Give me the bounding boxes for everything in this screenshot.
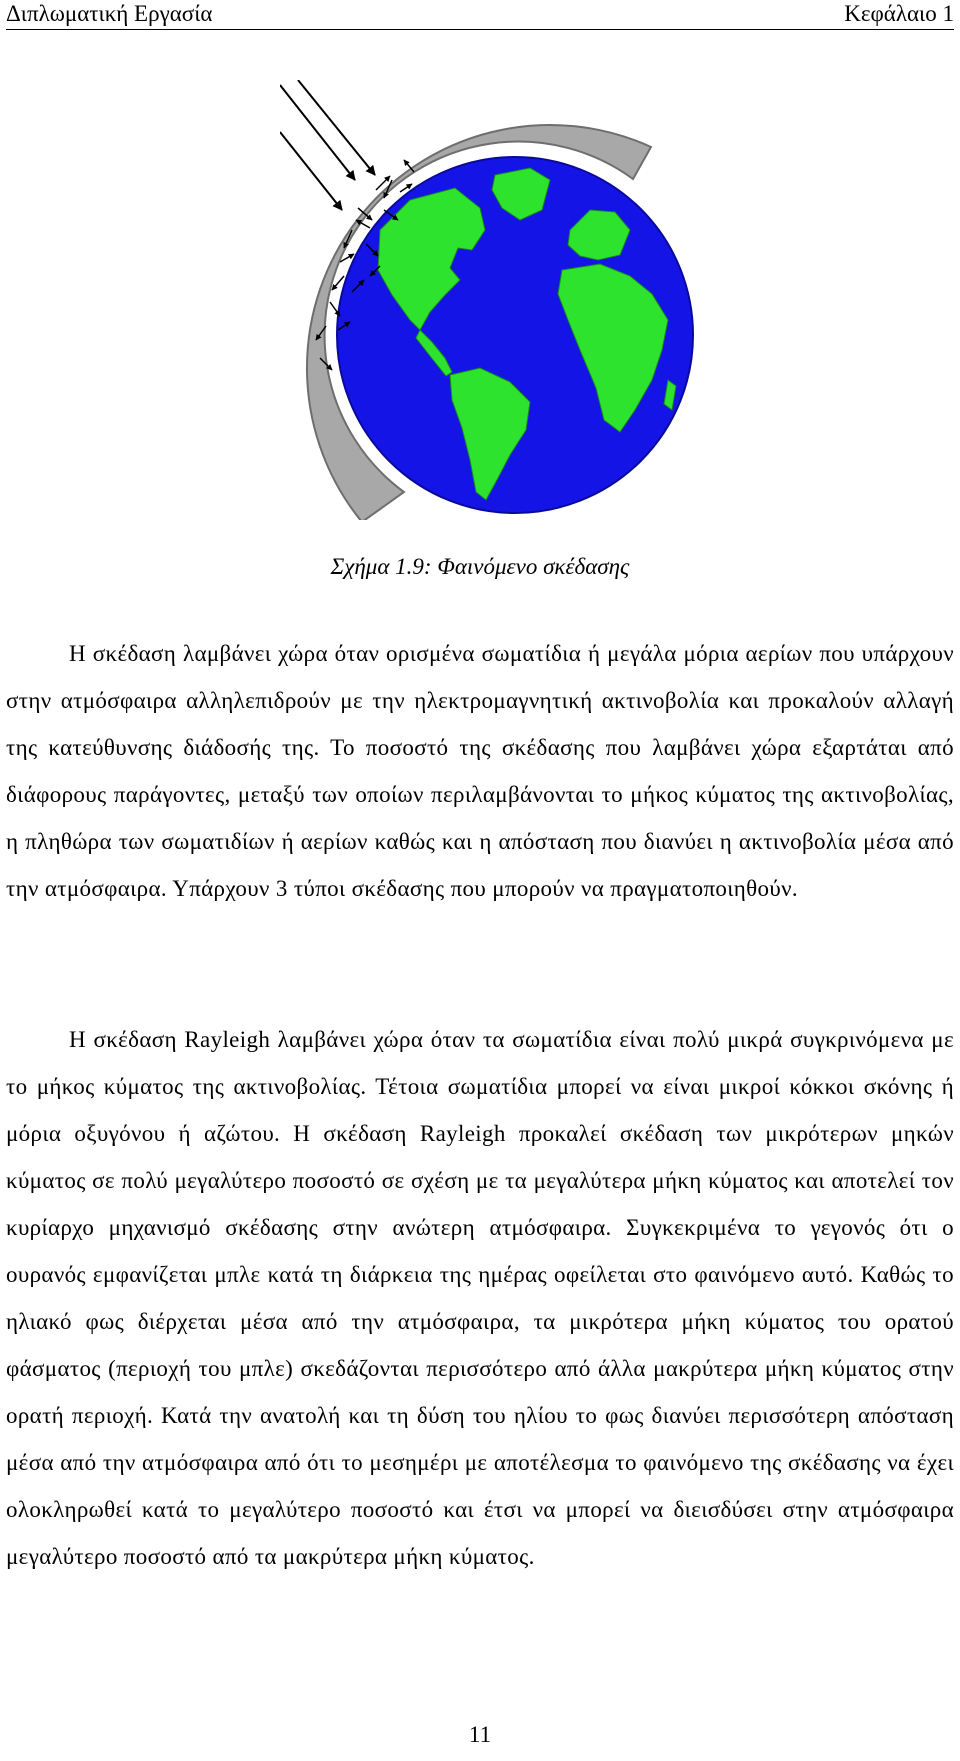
figure-caption: Σχήμα 1.9: Φαινόμενο σκέδασης xyxy=(330,554,630,579)
page-header xyxy=(6,0,954,30)
scattering-figure xyxy=(280,80,700,520)
header-chapter-label: Κεφάλαιο 1 xyxy=(844,1,954,26)
earth-globe xyxy=(337,157,693,513)
page-number: 11 xyxy=(468,1722,492,1747)
scattering-earth-illustration-icon xyxy=(280,80,700,520)
paragraph-rayleigh-scattering: Η σκέδαση Rayleigh λαμβάνει χώρα όταν τα σωματίδια είναι πολύ μικρά συγκρινόμενα με το μήκος κύματος της ακτινοβολίας. Τέτοια σωματίδια μπορεί να είναι μικροί κόκκοι σκόνης ή μόρια οξυγόνου ή αζώτου. Η σκέδαση Rayleigh προκαλεί σκέδαση των μικρότερων μηκών κύματος σε πολύ μεγαλύτερο ποσοστό σε σχέση με τα μεγαλύτερα μήκη κύματος και αποτελεί τον κυρίαρχο μηχανισμό σκέδασης στην ανώτερη ατμόσφαιρα. Συγκεκριμένα το γεγονός ότι ο ουρανός εμφανίζεται μπλε κατά τη διάρκεια της ημέρας οφείλεται στο φαινόμενο αυτό. Καθώς το ηλιακό φως διέρχεται μέσα από την ατμόσφαιρα, τα μικρότερα μήκη κύματος του ορατού φάσματος (περιοχή του μπλε) σκεδάζονται περισσότερο από άλλα μακρύτερα μήκη κύματος στην ορατή περιοχή. Κατά την ανατολή και τη δύση του ηλίου το φως διανύει περισσότερη απόσταση μέσα από την ατμόσφαιρα από ότι το μεσημέρι με αποτέλεσμα το φαινόμενο της σκέδασης να έχει ολοκληρωθεί κατά το μεγαλύτερο ποσοστό και έτσι να μπορεί να διεισδύσει στην ατμόσφαιρα μεγαλύτερο ποσοστό από τα μακρύτερα μήκη κύματος. xyxy=(6,1027,954,1569)
incoming-rays xyxy=(280,80,375,210)
paragraph-scattering-intro: Η σκέδαση λαμβάνει χώρα όταν ορισμένα σωματίδια ή μεγάλα μόρια αερίων που υπάρχουν στην ατμόσφαιρα αλληλεπιδρούν με την ηλεκτρομαγνητική ακτινοβολία και προκαλούν αλλαγή της κατεύθυνσης διάδοσής της. Το ποσοστό της σκέδασης που λαμβάνει χώρα εξαρτάται από διάφορους παράγοντες, μεταξύ των οποίων περιλαμβάνονται το μήκος κύματος της ακτινοβολίας, η πληθώρα των σωματιδίων ή αερίων καθώς και η απόσταση που διανύει η ακτινοβολία μέσα από την ατμόσφαιρα. Υπάρχουν 3 τύποι σκέδασης που μπορούν να πραγματοποιηθούν. xyxy=(6,641,954,901)
header-document-title: Διπλωματική Εργασία xyxy=(6,1,213,26)
